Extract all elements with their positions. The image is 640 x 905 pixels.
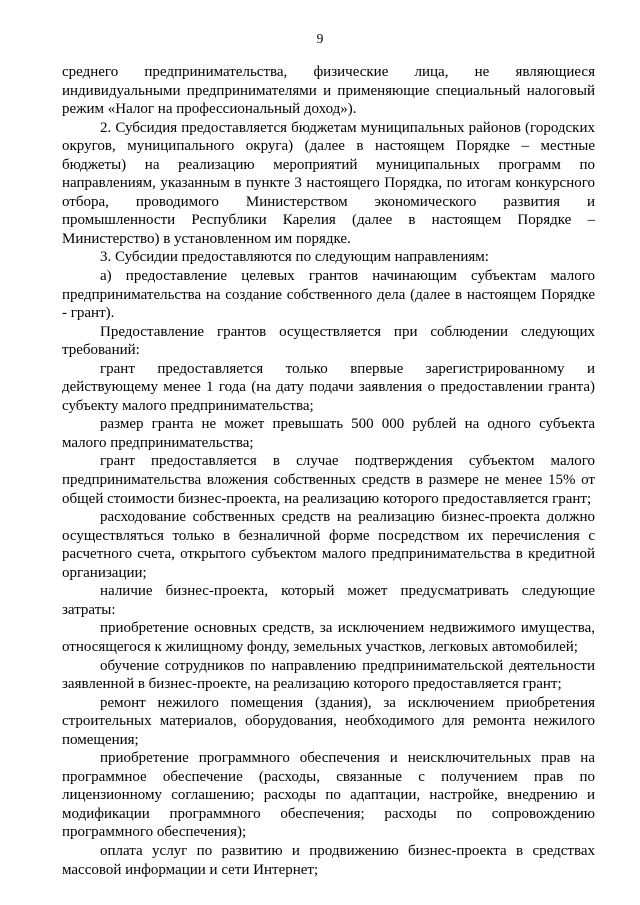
- paragraph: наличие бизнес-проекта, который может предусматривать следующие затраты:: [62, 583, 595, 618]
- page-number: 9: [316, 31, 324, 46]
- paragraph: среднего предпринимательства, физические лица, не являющиеся индивидуальными предпринимателями и применяющие специальный налоговый режим «Налог на профессиональный доход»).: [62, 64, 595, 118]
- paragraph: грант предоставляется в случае подтверждения субъектом малого предпринимательства вложения собственных средств в размере не менее 15% от общей стоимости бизнес-проекта, на реализацию которого предоставляется грант;: [62, 453, 595, 507]
- paragraph: размер гранта не может превышать 500 000 рублей на одного субъекта малого предпринимательства;: [62, 416, 595, 451]
- paragraph: приобретение основных средств, за исключением недвижимого имущества, относящегося к жилищному фонду, земельных участков, легковых автомобилей;: [62, 620, 595, 655]
- paragraph: обучение сотрудников по направлению предпринимательской деятельности заявленной в бизнес-проекте, на реализацию которого предоставляется грант;: [62, 657, 595, 693]
- paragraph: 3. Субсидии предоставляются по следующим направлениям:: [100, 249, 489, 266]
- paragraph: оплата услуг по развитию и продвижению бизнес-проекта в средствах массовой информации и сети Интернет;: [62, 842, 595, 878]
- paragraph: приобретение программного обеспечения и неисключительных прав на программное обеспечение (расходы, связанные с получением прав по лицензионному соглашению; расходы по адаптации, настройке, внедрению и модификации программного обеспечения; расходы по сопровождению программного обеспечения);: [62, 750, 595, 841]
- paragraph: 2. Субсидия предоставляется бюджетам муниципальных районов (городских округов, муниципального округа) (далее в настоящем Порядке – местные бюджеты) на реализацию мероприятий муниципальных программ по направлениям, указанным в пункте 3 настоящего Порядка, по итогам конкурсного отбора, проводимого Министерством экономического развития и промышленности Республики Карелия (далее в настоящем Порядке – Министерство) в установленном им порядке.: [62, 119, 595, 247]
- paragraph: грант предоставляется только впервые зарегистрированному и действующему менее 1 года (на дату подачи заявления о предоставлении гранта) субъекту малого предпринимательства;: [62, 360, 595, 414]
- paragraph: Предоставление грантов осуществляется при соблюдении следующих требований:: [62, 323, 595, 359]
- paragraph: а) предоставление целевых грантов начинающим субъектам малого предпринимательства на создание собственного дела (далее в настоящем Порядке - грант).: [62, 268, 595, 322]
- paragraph: ремонт нежилого помещения (здания), за исключением приобретения строительных материалов, оборудования, необходимого для ремонта нежилого помещения;: [62, 694, 595, 748]
- paragraph: расходование собственных средств на реализацию бизнес-проекта должно осуществляться только в безналичной форме посредством их перечисления с расчетного счета, открытого субъектом малого предпринимательства в кредитной организации;: [62, 509, 595, 581]
- document-body: [62, 63, 595, 879]
